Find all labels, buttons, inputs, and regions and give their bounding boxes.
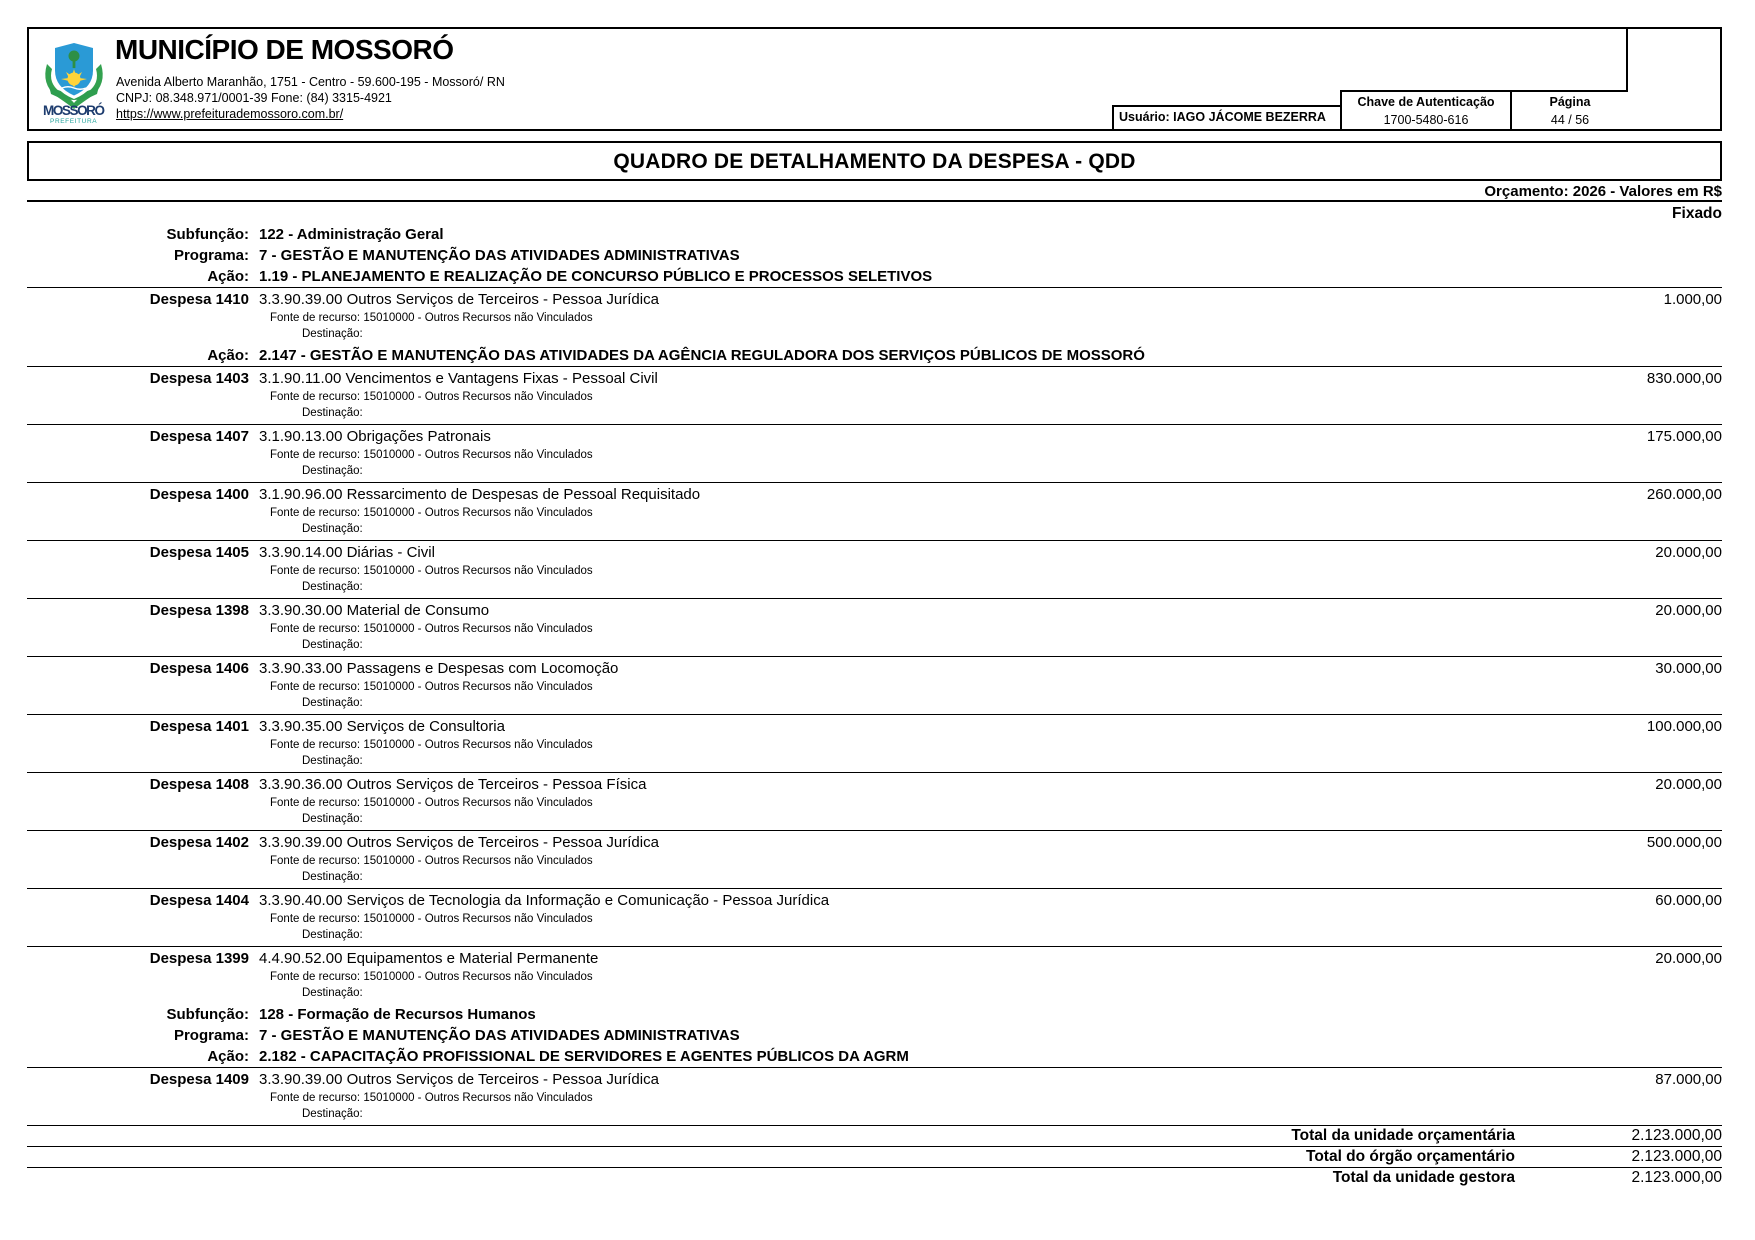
destination-line: Destinação:: [302, 697, 363, 709]
despesa-fixed-value: 1.000,00: [1663, 291, 1722, 308]
cnpj-phone-line: CNPJ: 08.348.971/0001-39 Fone: (84) 3315-4921: [116, 91, 392, 105]
funding-source-line: Fonte de recurso: 15010000 - Outros Recursos não Vinculados: [270, 507, 593, 519]
despesa-label: Despesa 1409: [149, 1071, 249, 1088]
document-title: QUADRO DE DETALHAMENTO DA DESPESA - QDD: [613, 150, 1136, 173]
despesa-row: [27, 598, 1722, 656]
despesa-label: Despesa 1401: [149, 718, 249, 735]
destination-line: Destinação:: [302, 1108, 363, 1120]
group-label: Programa:: [173, 247, 249, 264]
group-text: 1.19 - PLANEJAMENTO E REALIZAÇÃO DE CONCURSO PÚBLICO E PROCESSOS SELETIVOS: [259, 268, 933, 285]
despesa-label: Despesa 1410: [149, 291, 249, 308]
despesa-description: 3.3.90.35.00 Serviços de Consultoria: [259, 718, 505, 735]
despesa-main-line: [27, 891, 1722, 911]
destination-line: Destinação:: [302, 929, 363, 941]
group-text: 7 - GESTÃO E MANUTENÇÃO DAS ATIVIDADES ADMINISTRATIVAS: [259, 1027, 740, 1044]
municipality-name: MUNICÍPIO DE MOSSORÓ: [115, 34, 454, 65]
total-label: Total da unidade orçamentária: [1291, 1127, 1515, 1144]
despesa-main-line: [27, 1070, 1722, 1090]
destination-line: Destinação:: [302, 581, 363, 593]
despesa-description: 3.1.90.96.00 Ressarcimento de Despesas de Pessoal Requisitado: [259, 486, 701, 503]
despesa-fixed-value: 175.000,00: [1646, 428, 1722, 445]
despesa-description: 3.1.90.11.00 Vencimentos e Vantagens Fixas - Pessoal Civil: [259, 370, 658, 387]
despesa-label: Despesa 1399: [149, 950, 249, 967]
group-text: 2.147 - GESTÃO E MANUTENÇÃO DAS ATIVIDADES DA AGÊNCIA REGULADORA DOS SERVIÇOS PÚBLICOS DE MOSSORÓ: [259, 347, 1145, 364]
group-text: 7 - GESTÃO E MANUTENÇÃO DAS ATIVIDADES ADMINISTRATIVAS: [259, 247, 740, 264]
despesa-label: Despesa 1408: [149, 776, 249, 793]
page-number: 44 / 56: [1550, 113, 1590, 127]
despesa-row: [27, 424, 1722, 482]
group-row: [27, 1004, 1722, 1025]
destination-line: Destinação:: [302, 755, 363, 767]
despesa-description: 3.1.90.13.00 Obrigações Patronais: [259, 428, 491, 445]
auth-key-label: Chave de Autenticação: [1357, 95, 1495, 109]
despesa-description: 3.3.90.33.00 Passagens e Despesas com Locomoção: [259, 660, 619, 677]
group-label: Subfunção:: [166, 226, 249, 243]
despesa-fixed-value: 87.000,00: [1655, 1071, 1722, 1088]
despesa-main-line: [27, 427, 1722, 447]
group-text: 2.182 - CAPACITAÇÃO PROFISSIONAL DE SERVIDORES E AGENTES PÚBLICOS DA AGRM: [259, 1048, 909, 1065]
despesa-row: [27, 540, 1722, 598]
group-row: [27, 266, 1722, 287]
total-value: 2.123.000,00: [1631, 1148, 1722, 1165]
totals-container: [27, 1125, 1722, 1188]
total-label: Total do órgão orçamentário: [1306, 1148, 1515, 1165]
despesa-label: Despesa 1406: [149, 660, 249, 677]
despesa-fixed-value: 20.000,00: [1655, 950, 1722, 967]
group-row: [27, 245, 1722, 266]
despesa-main-line: [27, 543, 1722, 563]
despesa-row: [27, 482, 1722, 540]
despesa-description: 3.3.90.39.00 Outros Serviços de Terceiros - Pessoa Jurídica: [259, 834, 659, 851]
despesa-description: 3.3.90.40.00 Serviços de Tecnologia da Informação e Comunicação - Pessoa Jurídica: [259, 892, 830, 909]
total-value: 2.123.000,00: [1631, 1169, 1722, 1186]
group-text: 128 - Formação de Recursos Humanos: [259, 1006, 536, 1023]
funding-source-line: Fonte de recurso: 15010000 - Outros Recursos não Vinculados: [270, 681, 593, 693]
group-label: Programa:: [173, 1027, 249, 1044]
despesa-main-line: [27, 833, 1722, 853]
group-row: [27, 1046, 1722, 1067]
auth-key-cell: [1340, 90, 1510, 129]
document-title-box: [27, 141, 1722, 181]
despesa-description: 4.4.90.52.00 Equipamentos e Material Permanente: [259, 950, 599, 967]
group-row: [27, 224, 1722, 245]
despesa-main-line: [27, 485, 1722, 505]
funding-source-line: Fonte de recurso: 15010000 - Outros Recursos não Vinculados: [270, 449, 593, 461]
despesa-row: [27, 830, 1722, 888]
despesa-main-line: [27, 659, 1722, 679]
despesa-row: [27, 1067, 1722, 1125]
despesa-main-line: [27, 601, 1722, 621]
group-row: [27, 345, 1722, 366]
coat-of-arms-icon: [38, 36, 110, 126]
group-label: Ação:: [207, 1048, 249, 1065]
page-cell: [1510, 90, 1628, 129]
despesa-main-line: [27, 775, 1722, 795]
despesa-label: Despesa 1405: [149, 544, 249, 561]
despesa-label: Despesa 1403: [149, 370, 249, 387]
page-label: Página: [1549, 95, 1591, 109]
despesa-fixed-value: 260.000,00: [1646, 486, 1722, 503]
despesa-fixed-value: 20.000,00: [1655, 776, 1722, 793]
tree-trunk: [73, 59, 76, 68]
despesa-description: 3.3.90.36.00 Outros Serviços de Terceiros - Pessoa Física: [259, 776, 647, 793]
funding-source-line: Fonte de recurso: 15010000 - Outros Recursos não Vinculados: [270, 971, 593, 983]
funding-source-line: Fonte de recurso: 15010000 - Outros Recursos não Vinculados: [270, 565, 593, 577]
destination-line: Destinação:: [302, 523, 363, 535]
group-label: Ação:: [207, 268, 249, 285]
group-row: [27, 1025, 1722, 1046]
despesa-label: Despesa 1407: [149, 428, 249, 445]
destination-line: Destinação:: [302, 328, 363, 340]
despesa-row: [27, 772, 1722, 830]
despesa-main-line: [27, 949, 1722, 969]
destination-line: Destinação:: [302, 813, 363, 825]
despesa-fixed-value: 100.000,00: [1646, 718, 1722, 735]
despesa-fixed-value: 60.000,00: [1655, 892, 1722, 909]
funding-source-line: Fonte de recurso: 15010000 - Outros Recursos não Vinculados: [270, 855, 593, 867]
rows-container: [27, 224, 1722, 1125]
destination-line: Destinação:: [302, 987, 363, 999]
destination-line: Destinação:: [302, 871, 363, 883]
destination-line: Destinação:: [302, 465, 363, 477]
fixado-column-header: Fixado: [1672, 205, 1722, 222]
funding-source-line: Fonte de recurso: 15010000 - Outros Recursos não Vinculados: [270, 739, 593, 751]
despesa-row: [27, 656, 1722, 714]
despesa-description: 3.3.90.30.00 Material de Consumo: [259, 602, 490, 619]
despesa-row: [27, 287, 1722, 345]
despesa-fixed-value: 30.000,00: [1655, 660, 1722, 677]
user-cell: Usuário: IAGO JÁCOME BEZERRA: [1112, 105, 1340, 129]
despesa-label: Despesa 1404: [149, 892, 249, 909]
total-value: 2.123.000,00: [1631, 1127, 1722, 1144]
funding-source-line: Fonte de recurso: 15010000 - Outros Recursos não Vinculados: [270, 913, 593, 925]
despesa-label: Despesa 1400: [149, 486, 249, 503]
despesa-row: [27, 714, 1722, 772]
despesa-description: 3.3.90.39.00 Outros Serviços de Terceiros - Pessoa Jurídica: [259, 291, 659, 308]
total-row: [27, 1146, 1722, 1167]
group-label: Ação:: [207, 347, 249, 364]
despesa-fixed-value: 20.000,00: [1655, 544, 1722, 561]
address-line: Avenida Alberto Maranhão, 1751 - Centro - 59.600-195 - Mossoró/ RN: [116, 75, 505, 89]
budget-year-line: Orçamento: 2026 - Valores em R$: [27, 181, 1722, 202]
funding-source-line: Fonte de recurso: 15010000 - Outros Recursos não Vinculados: [270, 312, 593, 324]
total-row: [27, 1125, 1722, 1146]
report-header: [27, 27, 1722, 131]
despesa-fixed-value: 500.000,00: [1646, 834, 1722, 851]
despesa-label: Despesa 1398: [149, 602, 249, 619]
despesa-main-line: [27, 369, 1722, 389]
despesa-main-line: [27, 290, 1722, 310]
group-text: 122 - Administração Geral: [259, 226, 444, 243]
despesa-row: [27, 888, 1722, 946]
funding-source-line: Fonte de recurso: 15010000 - Outros Recursos não Vinculados: [270, 1092, 593, 1104]
despesa-row: [27, 946, 1722, 1004]
group-label: Subfunção:: [166, 1006, 249, 1023]
funding-source-line: Fonte de recurso: 15010000 - Outros Recursos não Vinculados: [270, 623, 593, 635]
destination-line: Destinação:: [302, 639, 363, 651]
funding-source-line: Fonte de recurso: 15010000 - Outros Recursos não Vinculados: [270, 391, 593, 403]
total-row: [27, 1167, 1722, 1188]
logo-subtitle: PREFEITURA: [50, 118, 98, 125]
website-link[interactable]: https://www.prefeiturademossoro.com.br/: [116, 107, 344, 121]
despesa-description: 3.3.90.14.00 Diárias - Civil: [259, 544, 435, 561]
logo-wordmark: MOSSORÓ: [43, 103, 105, 118]
despesa-label: Despesa 1402: [149, 834, 249, 851]
auth-key-value: 1700-5480-616: [1383, 113, 1469, 127]
total-label: Total da unidade gestora: [1332, 1169, 1515, 1186]
despesa-fixed-value: 830.000,00: [1646, 370, 1722, 387]
funding-source-line: Fonte de recurso: 15010000 - Outros Recursos não Vinculados: [270, 797, 593, 809]
despesa-main-line: [27, 717, 1722, 737]
despesa-row: [27, 366, 1722, 424]
despesa-fixed-value: 20.000,00: [1655, 602, 1722, 619]
despesa-description: 3.3.90.39.00 Outros Serviços de Terceiros - Pessoa Jurídica: [259, 1071, 659, 1088]
destination-line: Destinação:: [302, 407, 363, 419]
